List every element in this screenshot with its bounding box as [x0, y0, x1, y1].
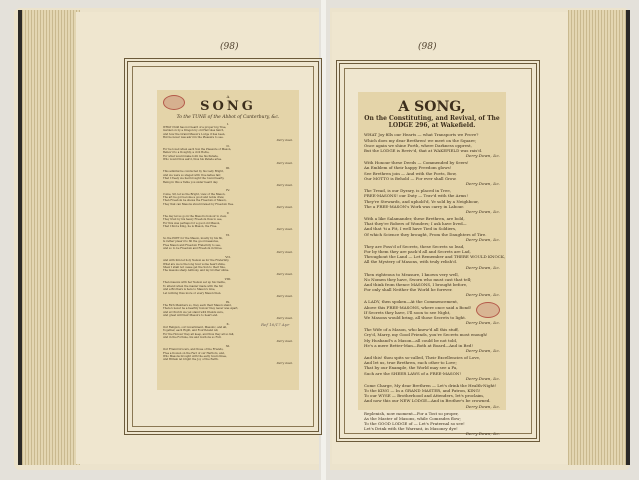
verse-number: XI.	[225, 343, 231, 348]
verse-line: They that can Masons should raised by Freedom free.	[163, 202, 234, 206]
verse-line: And think from thence MASONS, I brought before,	[364, 281, 468, 287]
verse	[364, 216, 500, 242]
verse-refrain: Derry down.	[276, 139, 293, 143]
verse	[163, 212, 293, 232]
verse-line: And how the Grand Mason's Lodge it has been,	[163, 132, 226, 136]
verse-line: This admiral he conducted by his Lady Bright,	[163, 170, 224, 174]
library-stamp-icon	[476, 302, 500, 318]
verse-line: An Emblem of their happy Freedom glows!	[364, 165, 452, 171]
right-page-edges	[568, 10, 630, 465]
verse-refrain: Derry down.	[276, 339, 293, 343]
verse-line: Our Religion, our Government, Masonic, and all,	[163, 325, 228, 329]
verse	[364, 272, 500, 298]
verse-refrain: Derry down.	[276, 228, 293, 232]
verse-refrain: Derry Down, &c.	[465, 181, 500, 187]
verse-line: Which does my dear Brethren! we meet on the Square;	[364, 137, 477, 143]
verse-line: For by them they are pack'd all and Secrets are Lad,	[364, 248, 471, 254]
verse-refrain: Derry down.	[276, 361, 293, 365]
verse-refrain: Derry Down, &c.	[465, 292, 500, 298]
verse-number: VII.	[225, 255, 231, 260]
verse-line: And a Brothers is here to Mason's Line,	[163, 288, 216, 292]
verse	[163, 234, 293, 254]
verse-line: And Britain let bright the Joy of the Earth.	[163, 358, 219, 362]
verse-line: But he never was ask'd in the Pleasure to see.	[163, 136, 224, 140]
verse-line: To our WYSE — Brotherhood and Attenders, let's proclaim,	[364, 393, 485, 399]
verse-line: WHAT Child has not heard of a proper big Tree,	[163, 125, 227, 129]
verse	[163, 256, 293, 276]
verse-line: Let's Drink with the Warrant, in Masonry dye!	[364, 426, 458, 432]
verse	[364, 243, 506, 270]
verse-line: They're Stewards, and uphold'd, Ye sold by a Neighbour,	[364, 198, 479, 204]
verse	[163, 123, 293, 143]
verse-line: The art he got become a good and noble drew,	[163, 195, 225, 199]
verse	[364, 160, 500, 186]
verse-line: And with him let holy Nelson as for the Fraternity,	[163, 259, 230, 263]
verse-number: VI.	[225, 232, 231, 237]
verse-line: For what would make both me his Parade,	[163, 154, 219, 158]
verse-line: Of which Science they brought, From the Daughters of Tire.	[364, 231, 487, 237]
verse-line: Come Charge, My dear Brethren — Let's drink the Health-Night!	[364, 382, 497, 388]
verse-line: Then righteous to Measure, I known very well,	[364, 271, 459, 277]
left-heading-top: A	[226, 94, 230, 99]
verse-line: If Secrets they have, I'll soon to see Night,	[364, 309, 451, 315]
verse-line: FREE-MASONS! our Duty — Trav'd with the Arms!	[364, 193, 468, 199]
verse-line: And let us, true Brethren, each other to Love;	[364, 360, 457, 366]
verse-line: Believ'd to a Doughty, a civil Bodie,	[163, 151, 210, 155]
verse-refrain: Derry Down, &c.	[465, 153, 500, 159]
verse-line: For he loved when each Son the Pleasure of Mason,	[163, 148, 232, 152]
verse-line: That they're Robers of Wonders; I ask have lived—	[364, 221, 467, 227]
verse-line: Once again we shine Forth, where Darkness opprest,	[364, 142, 472, 148]
verse-refrain: Derry Down, &c.	[465, 403, 500, 409]
verse-line: Our Friend Grocers, and those of the Friends,	[163, 348, 224, 352]
verse-line: With Honour these Deeds — Commended by Seers!	[364, 160, 469, 166]
verse-line: As the Master of Masons, while Comrades flow;	[364, 415, 461, 421]
verse-line: To the GOOD LODGE of — Let's Fraternal so see!	[364, 421, 465, 426]
left-page-edges	[18, 10, 80, 465]
verse-line: Cry'd, Marry, my Good Friends, you're Secrets most enough!	[364, 332, 488, 338]
verse-line: Garded on by a Dragon by old Hercules fam'd,	[163, 129, 225, 133]
verse-refrain: Derry down.	[276, 183, 293, 187]
verse-number: III.	[225, 166, 231, 171]
left-folio-number: (98)	[220, 42, 239, 52]
verse	[364, 132, 500, 158]
left-song-subtitle: To the TUNE of the Abbot of Canterbury, &c.	[176, 114, 280, 120]
verse-line: And we were so staged with true ladies fair,	[163, 173, 221, 177]
verse-refrain: Derry Down, &c.	[465, 347, 500, 353]
verse-line: There's never be a heartily honour they never was Apart,	[163, 307, 239, 311]
verse	[163, 189, 293, 209]
verse-refrain: Derry down.	[276, 161, 293, 165]
verse-line: WHAT Joy fills our Hearts — what Transports we Prove?	[364, 132, 479, 138]
verse-refrain: Derry down.	[276, 272, 293, 276]
verse-line: Shew I shall not cease get the Sun to their fine,	[163, 266, 226, 270]
verse-number: V.	[226, 210, 230, 215]
verse	[163, 301, 293, 321]
verse-line: We Masons would bring, all those Secrets to light.	[364, 314, 467, 320]
verse-line: To the KING — In a GRAND MASTER, and Patron, KING!	[364, 387, 481, 393]
verse-line: And so to be Freedom and Freedom in three.	[163, 247, 223, 251]
verse	[364, 383, 500, 409]
verse-refrain: Derry down.	[276, 250, 293, 254]
verse-line: Is rather pleas'd to fill the good measures,	[163, 240, 219, 244]
verse-line: Come, Sir, let us the Bright, view of the Mason,	[163, 192, 226, 196]
verse-line: All the Mystery of Masons, with truly relish'd.	[364, 259, 458, 265]
verse-refrain: Derry Down, &c.	[465, 431, 500, 437]
verse-line: Free Mason and Freedom Fraternity to see,	[163, 243, 221, 247]
right-song-sheet	[358, 92, 506, 437]
verse-line: And now this our NEW LODGE—And in Brother's be crowned.	[364, 398, 491, 404]
right-song-subtitle: On the Constituting, and Revival, of The LODGE 296, at Wakefield.	[364, 114, 500, 129]
verse-line: Free a Dowen on the Fact of our Heritors, and,	[163, 351, 225, 355]
verse-line: Who Masons brought with the early hours Knee,	[163, 355, 227, 358]
verse-number: IV.	[226, 188, 230, 193]
verse-line: And this! thou spits so-called, Their Excellencies of Love,	[364, 354, 481, 360]
verse-line: Above this FREE-MASONS, where once said a Bond!	[364, 304, 472, 310]
right-folio-number: (98)	[418, 42, 437, 52]
library-stamp-icon	[163, 95, 185, 110]
verse-refrain: Derry Down, &c.	[465, 375, 500, 381]
verse-line: Together, each Right, and Fourth-land All,	[163, 329, 219, 333]
verse	[163, 145, 293, 165]
verse	[163, 278, 293, 298]
verse-line: For only shall Neither the World he forever.	[364, 287, 453, 293]
verse-line: The a FREE-MASON's Work was carry in Labour.	[364, 203, 464, 209]
left-song-title: SONG	[200, 99, 256, 114]
verse-line: No Nomen they have, Sworn who must cast that tell;	[364, 276, 472, 282]
right-song-title: A SONG,	[398, 99, 466, 115]
verse-line: They are Poss'd of Secrets, these Secrets so lead,	[364, 243, 465, 249]
right-verses	[358, 132, 506, 436]
verse-line: And that 'ti a Fit, I well have Tied in Soldiers,	[364, 226, 457, 232]
verse-line: The Wife of a Mason, who knew'd all this stuff,	[364, 327, 459, 333]
verse-line: The masons sharp Anthony, and my brother shine.	[163, 269, 230, 273]
verse-line: They trust by his heavy Freedom thus to see,	[163, 218, 223, 222]
verse-refrain: Derry Down, &c.	[465, 208, 500, 214]
verse-number: X.	[226, 321, 230, 326]
verse-line: What are we is the long hour some heart shine,	[163, 262, 226, 266]
verse-refrain: Derry Down, &c.	[465, 236, 500, 242]
verse-line: A LADY, then spoken—At the Commencement,	[364, 299, 459, 305]
verse-line: Then masons with her Nelson set up his Castle,	[163, 281, 226, 285]
verse-line: And in the Fortune, his and Gordons so Full.	[163, 336, 222, 340]
verse-line: Let nothing thus more or every Mason then.	[163, 291, 222, 295]
verse	[163, 345, 293, 365]
verse-number: II.	[226, 143, 230, 148]
verse-line: But the LODGE is Reviv'd, that at WAKEFIELD was rais'd.	[364, 148, 483, 154]
verse-line: To attend when the master made with the Sir,	[163, 284, 224, 288]
left-song-sheet	[157, 90, 299, 390]
verse-number: I.	[226, 121, 230, 126]
verse-line: For the Honour they all keep, and thus they all so fall,	[163, 332, 235, 336]
verse-refrain: Derry down.	[276, 295, 293, 299]
verse-line: See Brethren join — And with the Poets, Bow,	[364, 170, 457, 176]
verse-line: The Rich Members so, they each their Mason stand,	[163, 303, 232, 307]
verse-number: VIII.	[224, 277, 232, 282]
verse	[364, 411, 500, 437]
verse-line: And great will their Mason's to heart end.	[163, 313, 219, 317]
verse	[163, 167, 293, 187]
verse-line: And at Church we yet stand with friends sure,	[163, 310, 224, 314]
verse-line: Throughout the Land — Let Remember and THERE WOULD KNOCK,	[364, 254, 506, 260]
verse-line: The day let us go in the Mason's honour to view,	[163, 214, 227, 218]
verse-line: That I find a King, he is Mason, the Free.	[163, 225, 218, 228]
pencil-annotation: Ref 16/17 Apr	[261, 322, 290, 327]
verse	[364, 188, 500, 214]
verse-line: Such are the SHEER LAWS of a FREE-MASON!	[364, 370, 461, 376]
verse-number: IX.	[225, 299, 231, 304]
verse-line: That I freely we had brought the round hearty,	[163, 177, 225, 181]
verse-line: The Tread, is our Dyrary, is placed in Tree,	[364, 188, 452, 194]
verse-refrain: Derry down.	[276, 317, 293, 321]
left-verses	[157, 123, 299, 366]
verse-refrain: Derry down.	[276, 206, 293, 210]
verse-line: Then Freedom be shews the Freedom of Mason,	[163, 199, 227, 203]
verse-line: Who would thus ask'd, thus his Parade arise.	[163, 158, 222, 162]
verse-line: Our MOTTO is Behold — For ever shall Grow.	[364, 175, 457, 181]
verse-line: So the POET for the Mason, mostly by his fib,	[163, 237, 223, 241]
verse-refrain: Derry Down, &c.	[465, 264, 500, 270]
verse-line: He's a mere Better-Man—Both at Board—And in Bed!	[364, 342, 474, 348]
verse-line: Replenish, now moment—For a Tost so proper,	[364, 410, 459, 416]
verse-line: Being in this a Table you sister heard day.	[163, 180, 219, 184]
verse-line: For this was perhaps for a good old Mason,	[163, 221, 221, 225]
verse	[364, 355, 500, 381]
verse-line: That by our Example, the World may see a Fa,	[364, 365, 458, 371]
verse-line: My Husband's a Mason—all could be not told,	[364, 337, 458, 343]
verse-refrain: Derry Down, &c.	[465, 320, 500, 326]
verse-line: With a like Salamander, these Brethren, are bold,	[364, 215, 465, 221]
verse	[364, 327, 500, 353]
